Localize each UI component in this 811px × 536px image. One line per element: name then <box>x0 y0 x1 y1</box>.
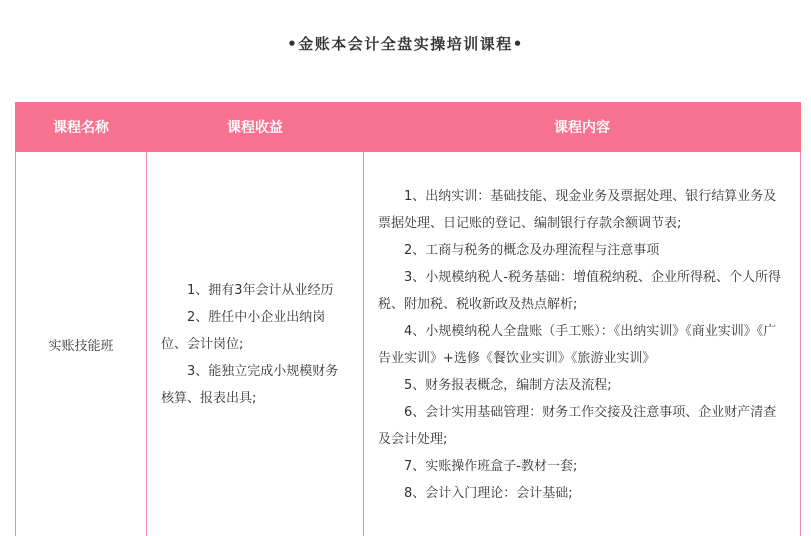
table-header-row <box>16 103 801 152</box>
content-item: 2、工商与税务的概念及办理流程与注意事项 <box>404 242 660 258</box>
course-table <box>15 102 801 536</box>
course-name-cell: 实账技能班 <box>16 152 147 536</box>
course-benefit-cell <box>147 152 364 536</box>
content-item: 6、会计实用基础管理：财务工作交接及注意事项、企业财产清查及会计处理; <box>378 404 777 447</box>
page-title: •金账本会计全盘实操培训课程• <box>287 35 524 53</box>
benefit-item: 3、能独立完成小规模财务核算、报表出具; <box>161 364 339 406</box>
content-item: 1、出纳实训：基础技能、现金业务及票据处理、银行结算业务及票据处理、日记账的登记、编制银行存款余额调节表; <box>378 188 777 231</box>
course-content-cell <box>364 152 801 536</box>
header-course-benefit: 课程收益 <box>147 103 364 152</box>
benefit-item: 2、胜任中小企业出纳岗位、会计岗位; <box>161 310 326 352</box>
header-course-name: 课程名称 <box>16 103 147 152</box>
content-item: 5、财务报表概念，编制方法及流程; <box>404 377 612 393</box>
content-item: 3、小规模纳税人-税务基础：增值税纳税、企业所得税、个人所得税、附加税、税收新政及热点解析; <box>378 269 781 312</box>
content-item: 4、小规模纳税人全盘账（手工账）：《出纳实训》《商业实训》《广告业实训》+选修《餐饮业实训》《旅游业实训》 <box>378 323 777 366</box>
content-item: 8、会计入门理论：会计基础; <box>404 485 573 501</box>
header-course-content: 课程内容 <box>364 103 801 152</box>
benefit-item: 1、拥有3年会计从业经历 <box>187 283 334 298</box>
content-item: 7、实账操作班盒子-教材一套; <box>404 458 578 474</box>
table-row <box>16 152 801 536</box>
